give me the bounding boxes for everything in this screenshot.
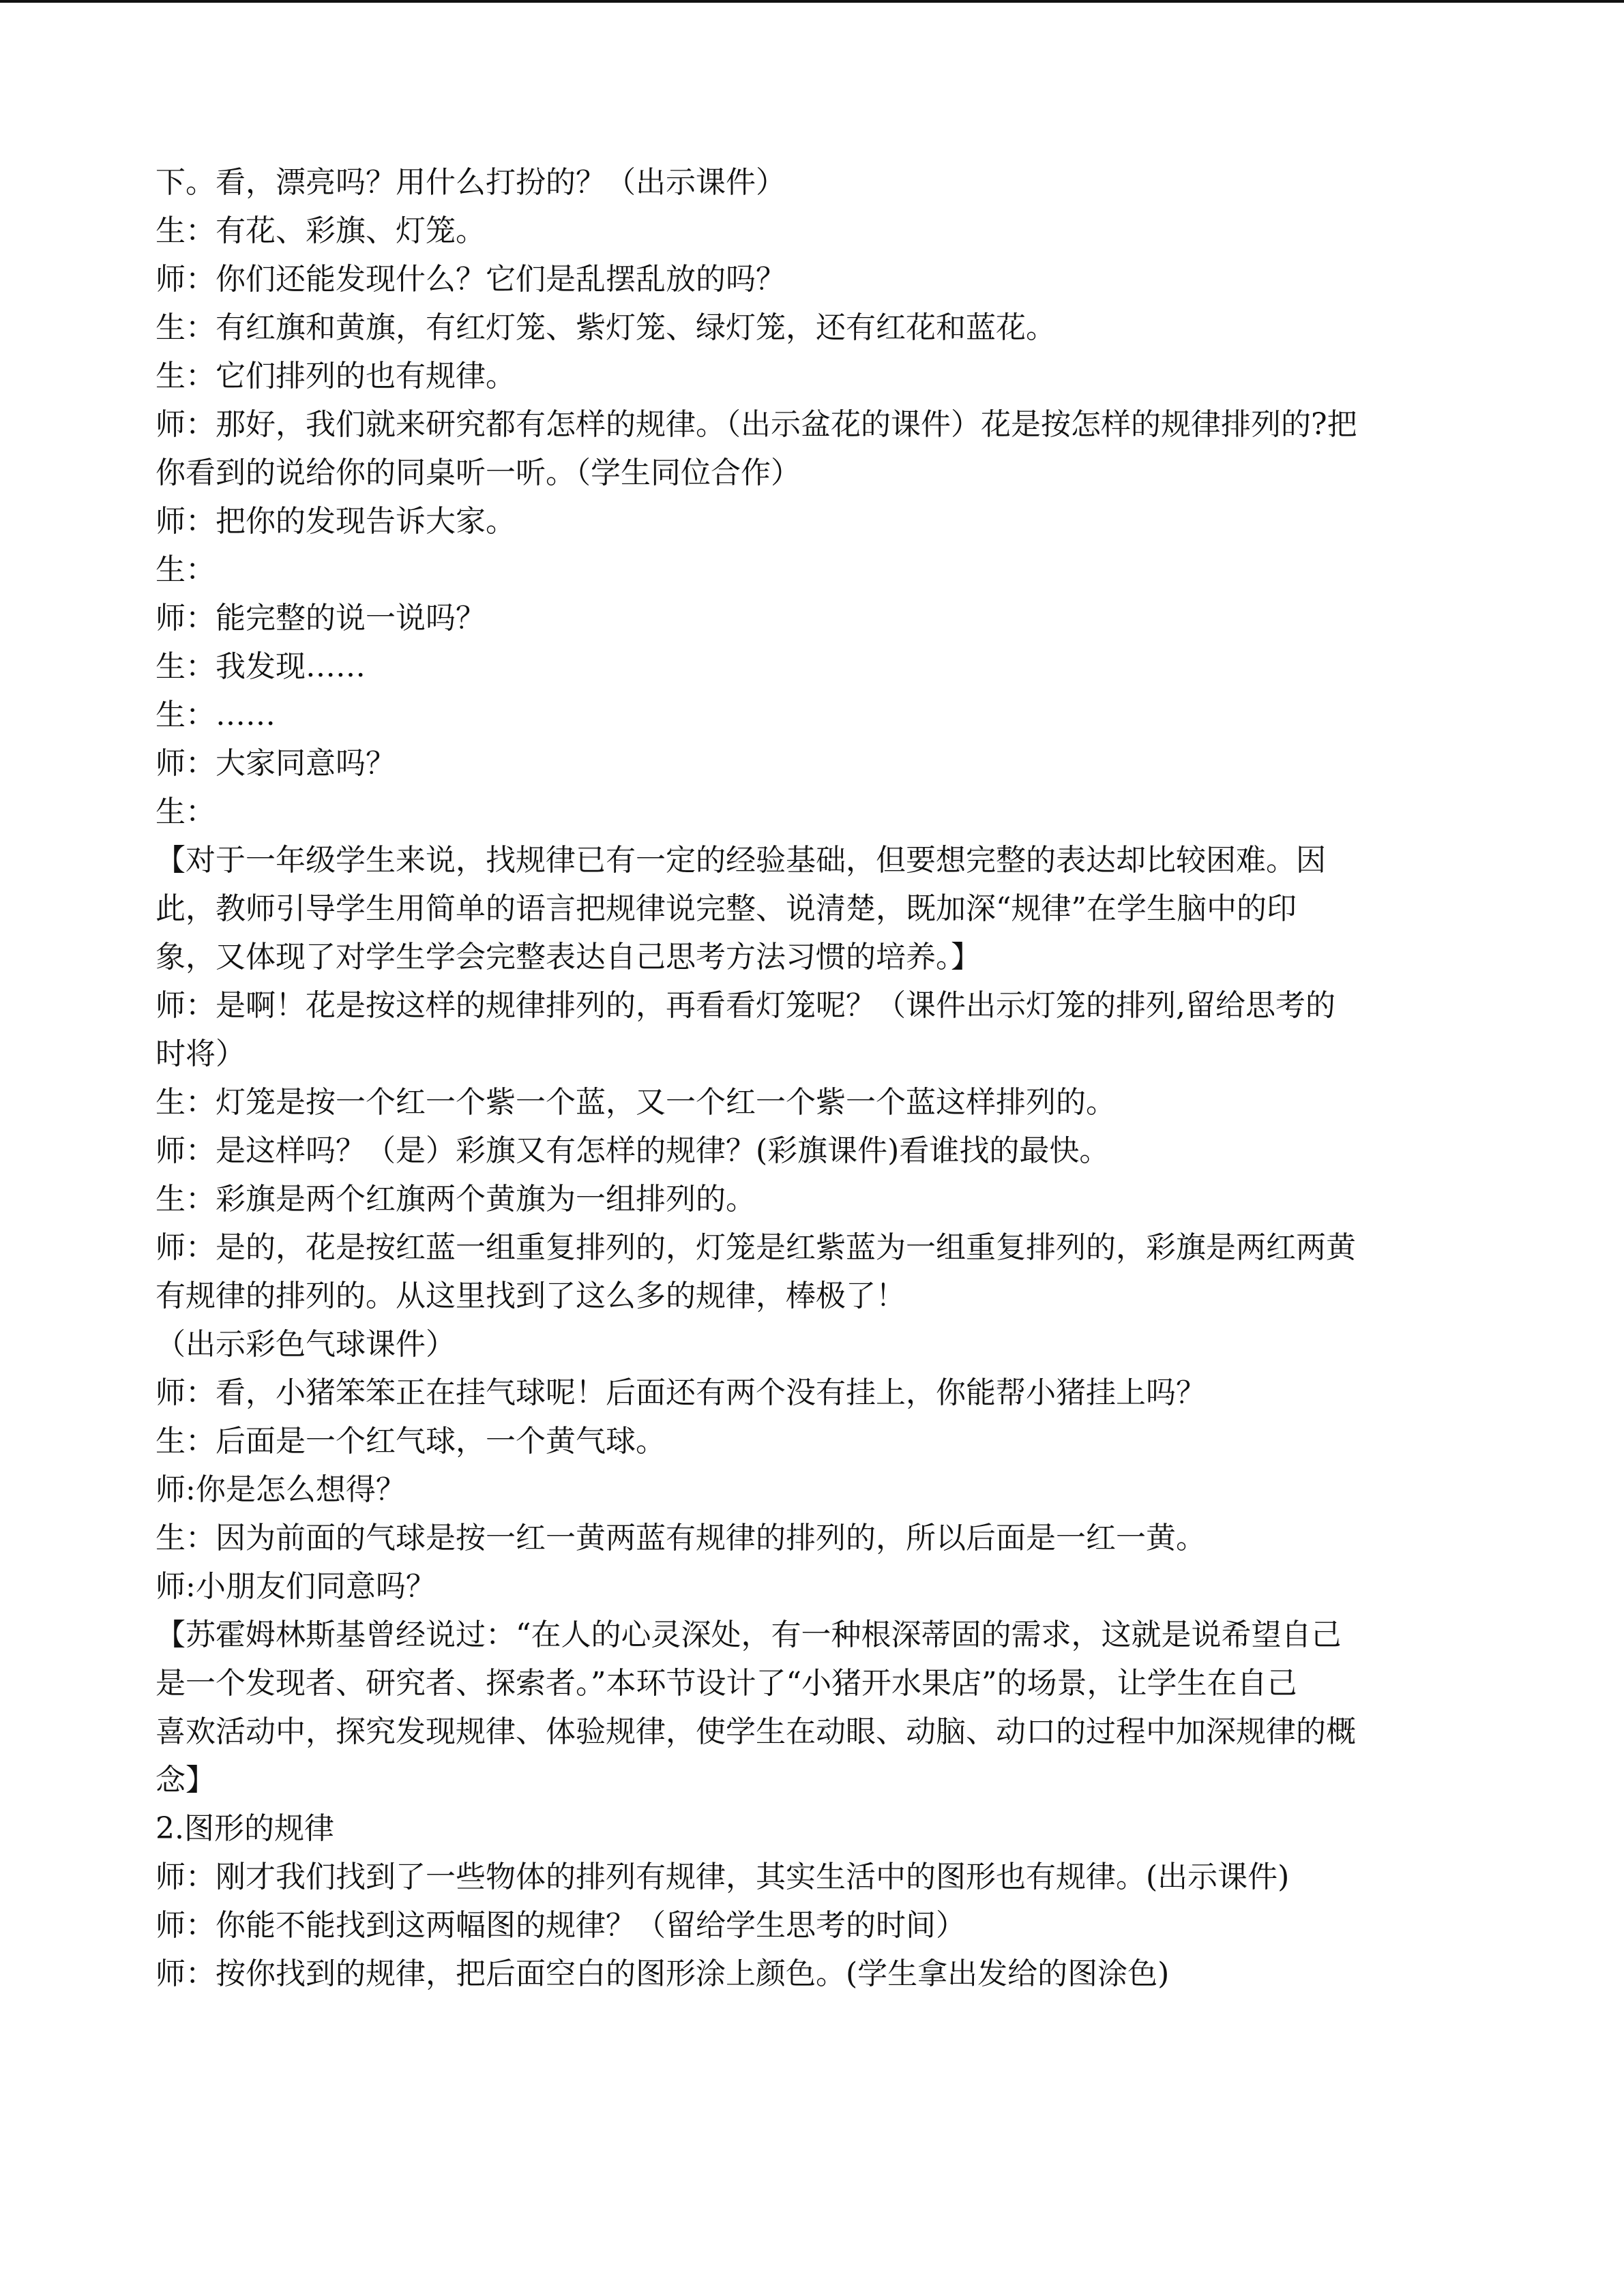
text-line: 师:小朋友们同意吗？ — [156, 1569, 436, 1604]
text-line: 你看到的说给你的同桌听一听。（学生同位合作） — [156, 456, 801, 490]
text-line: 有规律的排列的。从这里找到了这么多的规律，棒极了！ — [156, 1279, 906, 1313]
text-line: 象，又体现了对学生学会完整表达自己思考方法习惯的培养。】 — [156, 940, 981, 974]
text-line: 此，教师引导学生用简单的语言把规律说完整、说清楚，既加深“规律”在学生脑中的印 — [156, 891, 1297, 926]
text-line: 生：它们排列的也有规律。 — [156, 359, 516, 393]
text-line: 师：是的，花是按红蓝一组重复排列的，灯笼是红紫蓝为一组重复排列的，彩旗是两红两黄 — [156, 1230, 1356, 1265]
text-line: 生：有花、彩旗、灯笼。 — [156, 213, 486, 248]
text-line: 生：…… — [156, 698, 276, 732]
text-line: 【苏霍姆林斯基曾经说过：“在人的心灵深处，有一种根深蒂固的需求，这就是说希望自己 — [156, 1617, 1342, 1652]
text-line: 念】 — [156, 1763, 216, 1798]
text-line: 喜欢活动中，探究发现规律、体验规律，使学生在动眼、动脑、动口的过程中加深规律的概 — [156, 1714, 1356, 1749]
document-body — [156, 158, 1468, 1998]
text-line: 师：刚才我们找到了一些物体的排列有规律，其实生活中的图形也有规律。(出示课件) — [156, 1860, 1290, 1894]
text-line: 师：把你的发现告诉大家。 — [156, 504, 516, 539]
text-line: 下。看，漂亮吗？用什么打扮的？（出示课件） — [156, 165, 786, 200]
text-line: 师：是这样吗？（是）彩旗又有怎样的规律？(彩旗课件)看谁找的最快。 — [156, 1133, 1110, 1168]
text-line: 2.图形的规律 — [156, 1811, 334, 1846]
text-line: 生：因为前面的气球是按一红一黄两蓝有规律的排列的，所以后面是一红一黄。 — [156, 1521, 1206, 1555]
text-line: 师：能完整的说一说吗？ — [156, 601, 486, 636]
text-line: （出示彩色气球课件） — [156, 1327, 456, 1362]
text-line: 生： — [156, 794, 216, 829]
text-line: 师：你能不能找到这两幅图的规律？（留给学生思考的时间） — [156, 1908, 966, 1943]
text-line: 师：那好，我们就来研究都有怎样的规律。（出示盆花的课件）花是按怎样的规律排列的?把 — [156, 407, 1357, 442]
text-line: 师：按你找到的规律，把后面空白的图形涂上颜色。(学生拿出发给的图涂色) — [156, 1956, 1170, 1991]
text-line: 生： — [156, 552, 216, 587]
text-line: 师：看，小猪笨笨正在挂气球呢！后面还有两个没有挂上，你能帮小猪挂上吗？ — [156, 1375, 1206, 1410]
text-line: 师：大家同意吗？ — [156, 746, 396, 781]
text-line: 生：灯笼是按一个红一个紫一个蓝，又一个红一个紫一个蓝这样排列的。 — [156, 1085, 1116, 1120]
page-top-border — [0, 0, 1624, 3]
text-line: 师：你们还能发现什么？它们是乱摆乱放的吗？ — [156, 262, 786, 297]
text-line: 师:你是怎么想得？ — [156, 1472, 406, 1507]
text-line: 生：彩旗是两个红旗两个黄旗为一组排列的。 — [156, 1182, 756, 1217]
text-line: 生：后面是一个红气球，一个黄气球。 — [156, 1424, 666, 1459]
text-line: 师：是啊！花是按这样的规律排列的，再看看灯笼呢？（课件出示灯笼的排列,留给思考的 — [156, 988, 1335, 1023]
text-line: 【对于一年级学生来说，找规律已有一定的经验基础，但要想完整的表达却比较困难。因 — [156, 843, 1326, 878]
text-line: 生：我发现…… — [156, 649, 366, 684]
text-line: 是一个发现者、研究者、探索者。”本环节设计了“小猪开水果店”的场景，让学生在自己 — [156, 1666, 1297, 1701]
text-line: 生：有红旗和黄旗，有红灯笼、紫灯笼、绿灯笼，还有红花和蓝花。 — [156, 310, 1056, 345]
text-line: 时将） — [156, 1037, 246, 1071]
